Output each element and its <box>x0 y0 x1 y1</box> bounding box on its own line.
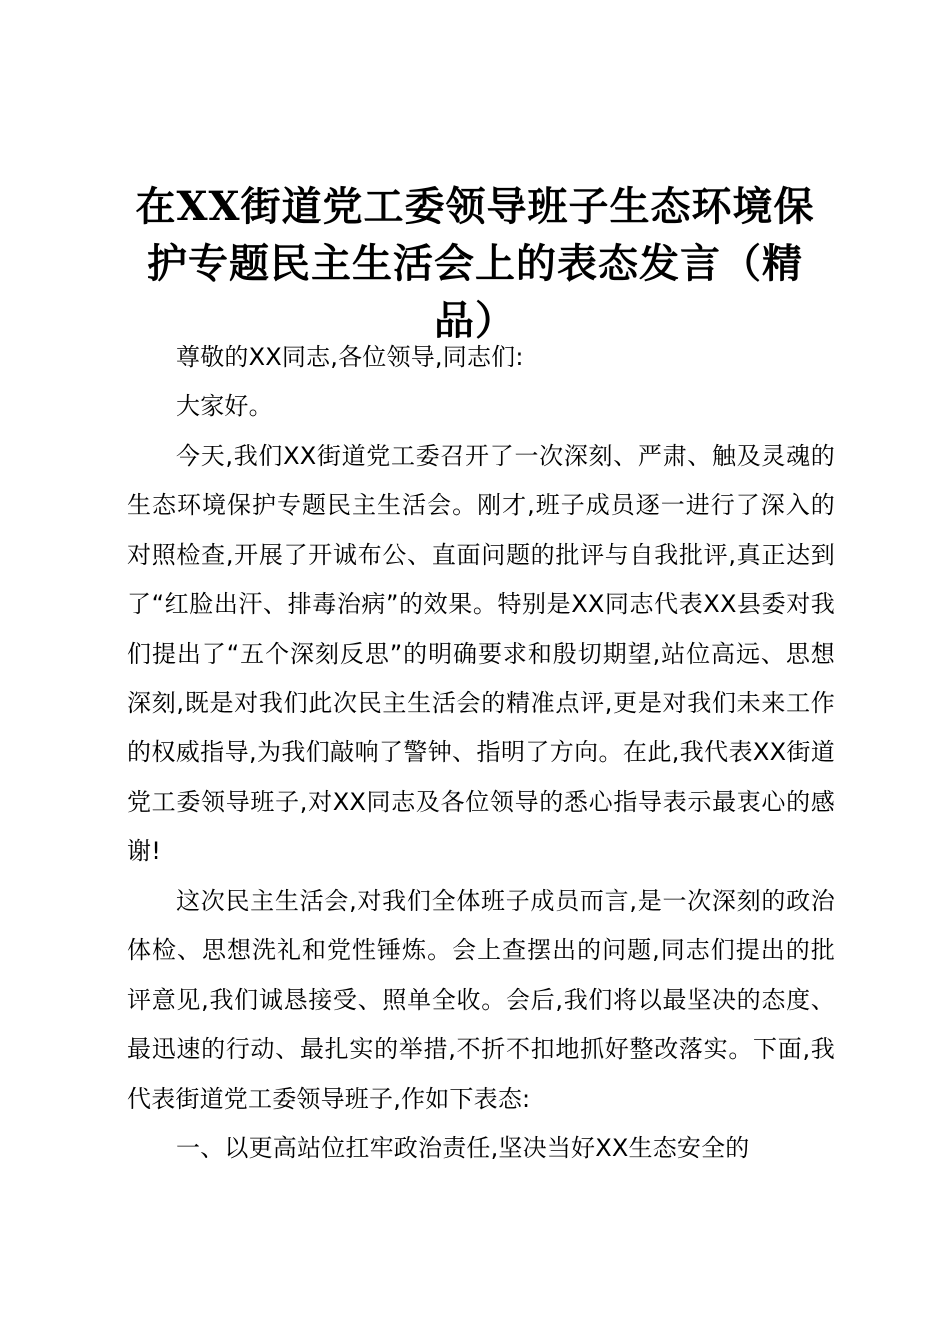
paragraph-block <box>127 877 835 1124</box>
salutation: 尊敬的XX同志,各位领导,同志们: <box>176 343 524 371</box>
paragraph-commitment: 这次民主生活会,对我们全体班子成员而言,是一次深刻的政治体检、思想洗礼和党性锤炼。会上查摆出的问题,同志们提出的批评意见,我们诚恳接受、照单全收。会后,我们将以最坚决的态度、最迅速的行动、最扎实的举措,不折不扣地抓好整改落实。下面,我代表街道党工委领导班子,作如下表态: <box>127 887 835 1113</box>
paragraph-opening: 今天,我们XX街道党工委召开了一次深刻、严肃、触及灵魂的生态环境保护专题民主生活会。刚才,班子成员逐一进行了深入的对照检查,开展了开诚布公、直面问题的批评与自我批评,真正达到了“红脸出汗、排毒治病”的效果。特别是XX同志代表XX县委对我们提出了“五个深刻反思”的明确要求和殷切期望,站位高远、思想深刻,既是对我们此次民主生活会的精准点评,更是对我们未来工作的权威指导,为我们敲响了警钟、指明了方向。在此,我代表XX街道党工委领导班子,对XX同志及各位领导的悉心指导表示最衷心的感谢! <box>127 442 835 866</box>
greeting: 大家好。 <box>176 392 273 420</box>
paragraph-block <box>127 1124 835 1173</box>
document-title: 在XX街道党工委领导班子生态环境保护专题民主生活会上的表态发言（精品） <box>135 183 815 344</box>
salutation-block <box>127 333 835 382</box>
section-heading-one: 一、以更高站位扛牢政治责任,坚决当好XX生态安全的 <box>176 1134 750 1162</box>
paragraph-block <box>127 432 835 877</box>
greeting-block <box>127 382 835 431</box>
